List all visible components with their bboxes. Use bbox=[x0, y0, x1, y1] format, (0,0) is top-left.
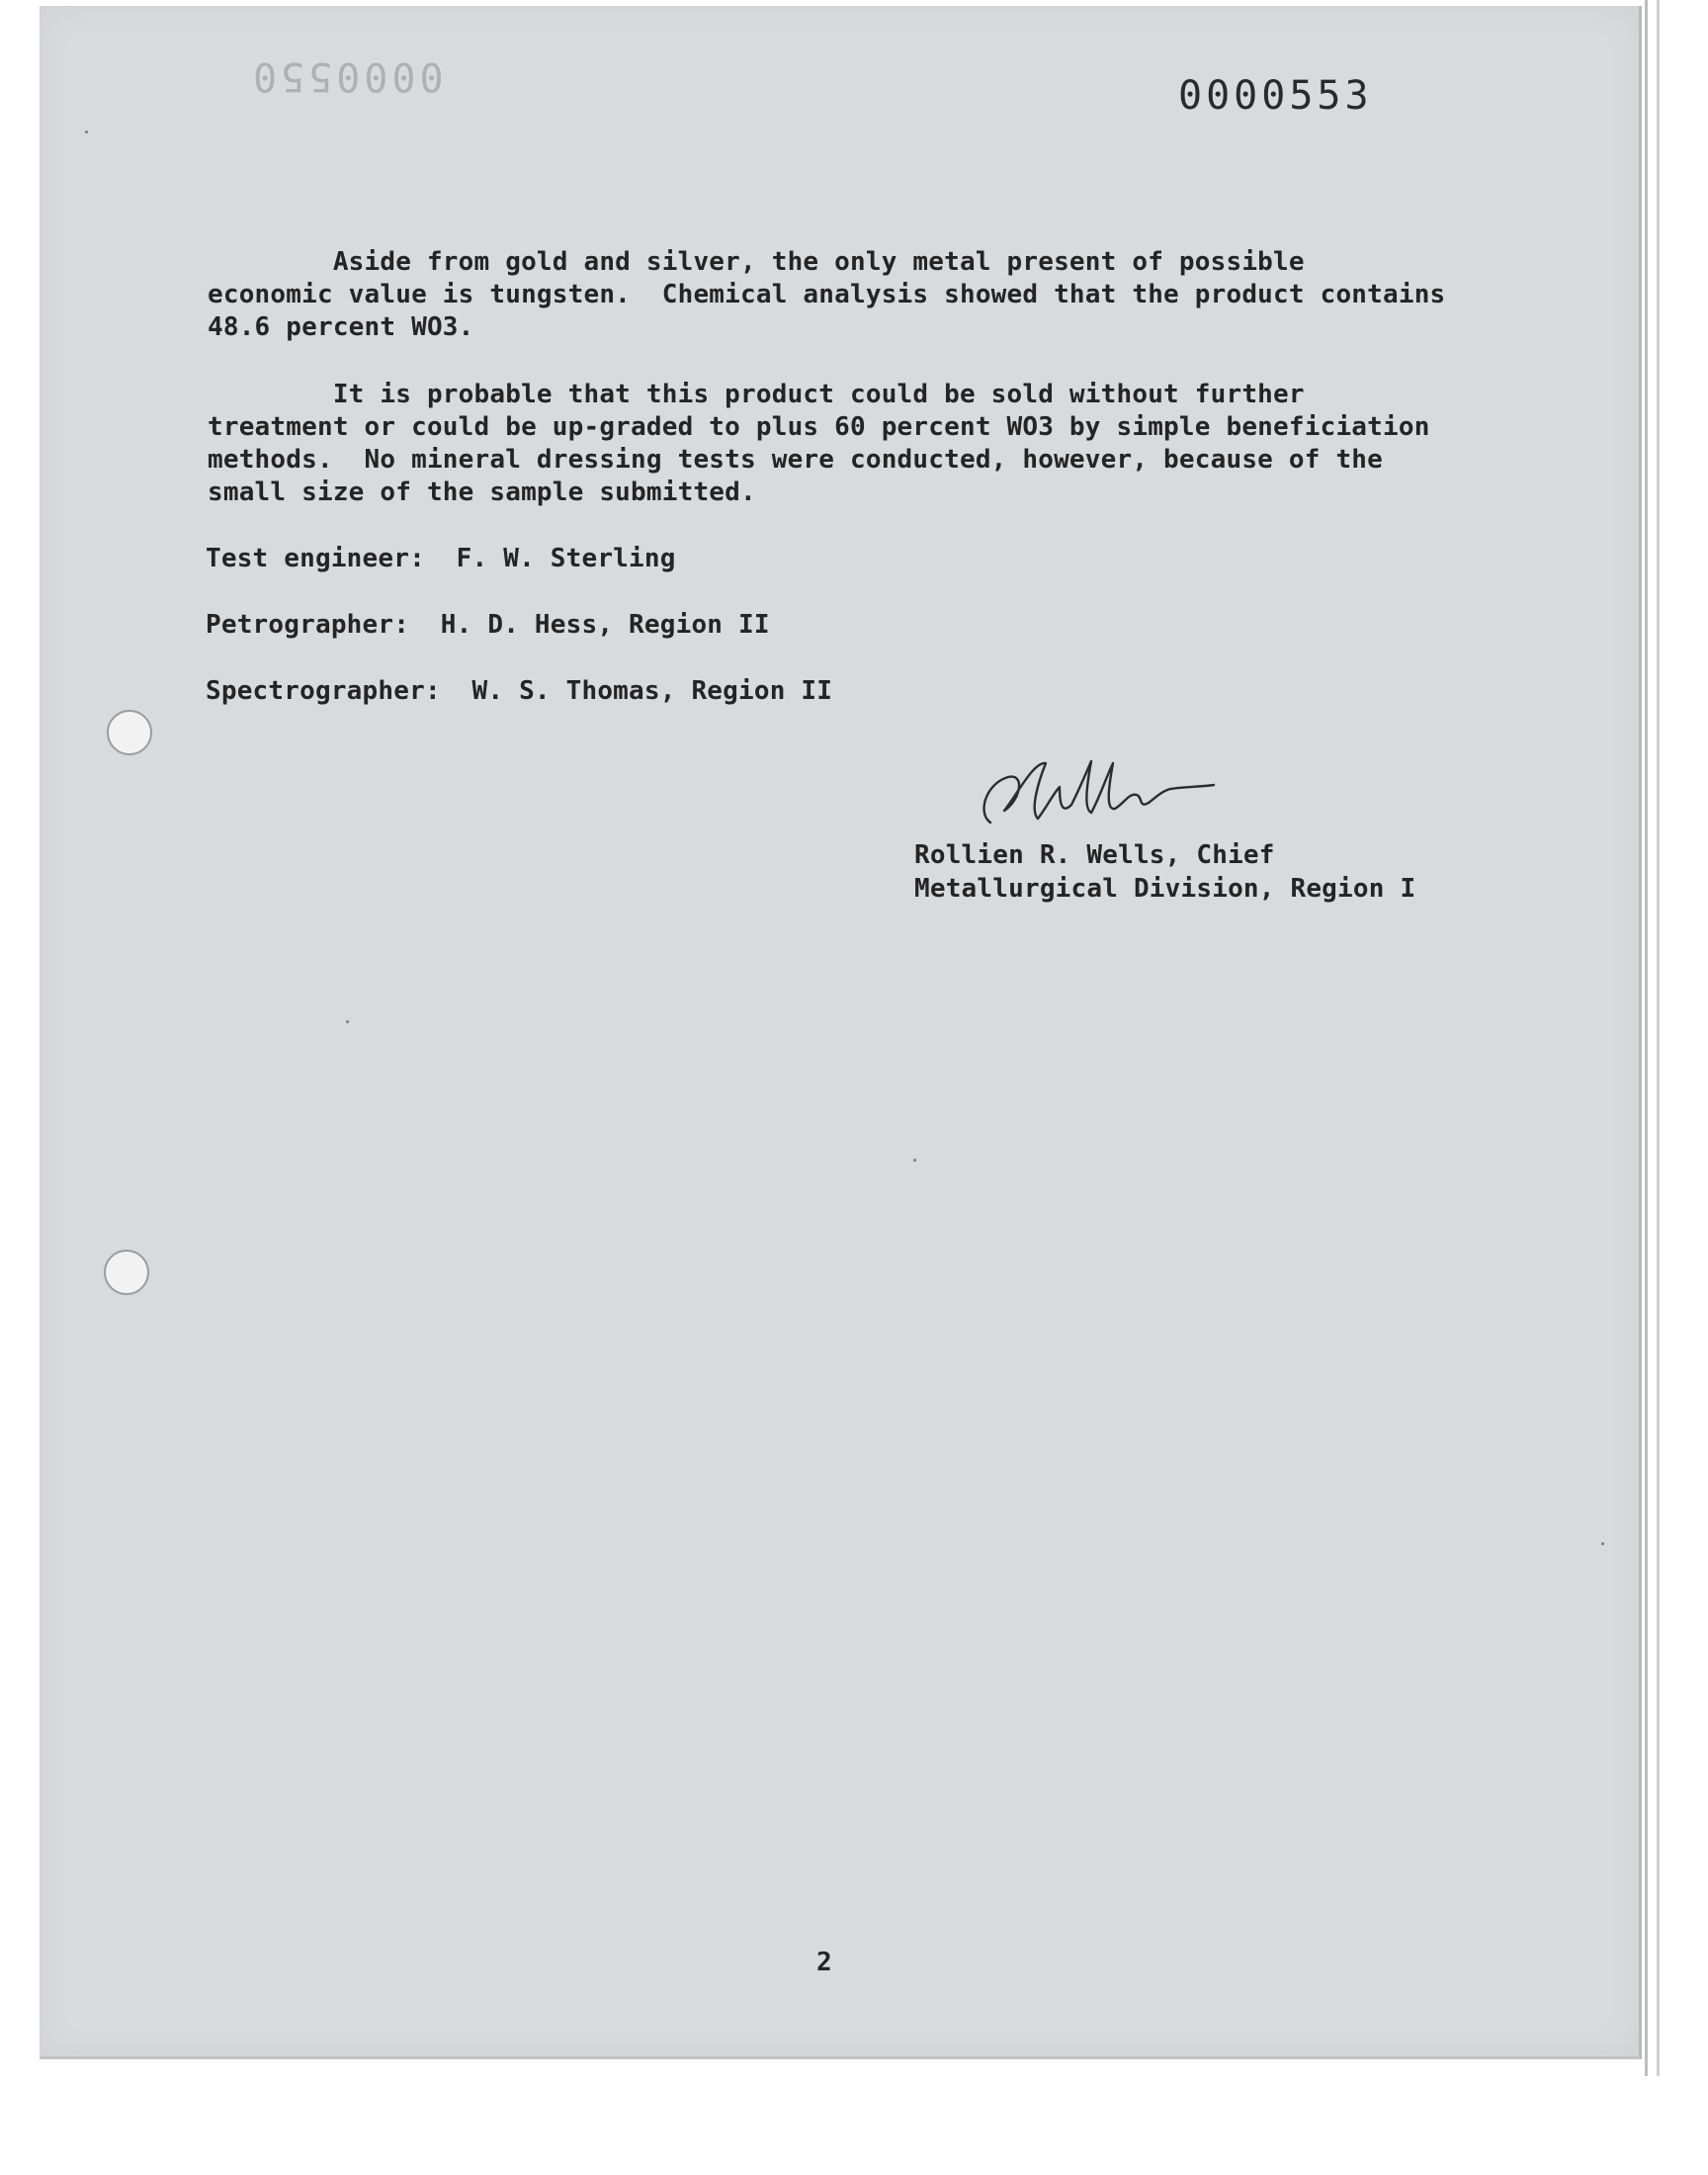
punch-hole bbox=[104, 1250, 149, 1295]
scan-speck bbox=[346, 1020, 349, 1023]
handwritten-signature bbox=[969, 753, 1216, 842]
credit-test-engineer: Test engineer: F. W. Sterling bbox=[206, 544, 676, 573]
paragraph-1-line-2: economic value is tungsten. Chemical analysis showed that the product contains bbox=[208, 280, 1446, 309]
signatory-title: Metallurgical Division, Region I bbox=[914, 874, 1416, 904]
punch-hole bbox=[107, 710, 152, 755]
paragraph-1-line-3: 48.6 percent WO3. bbox=[208, 312, 474, 342]
page-edge-line bbox=[1657, 0, 1660, 2076]
paragraph-2-line-2: treatment or could be up-graded to plus 60 percent WO3 by simple beneficiation bbox=[208, 412, 1430, 442]
document-stamp-faded: 0000550 bbox=[249, 53, 444, 99]
scan-speck bbox=[85, 130, 88, 133]
credit-petrographer: Petrographer: H. D. Hess, Region II bbox=[206, 610, 770, 640]
page-edge-line bbox=[1645, 0, 1648, 2076]
scan-speck bbox=[913, 1159, 916, 1162]
scan-speck bbox=[1601, 1542, 1604, 1545]
paragraph-2-line-1: It is probable that this product could be sold without further bbox=[208, 380, 1305, 409]
paragraph-1-line-1: Aside from gold and silver, the only metal present of possible bbox=[208, 247, 1305, 277]
signatory-name: Rollien R. Wells, Chief bbox=[914, 840, 1275, 870]
page-number: 2 bbox=[816, 1948, 832, 1977]
document-stamp-number: 0000553 bbox=[1178, 73, 1373, 119]
paragraph-2-line-3: methods. No mineral dressing tests were conducted, however, because of the bbox=[208, 445, 1383, 475]
paragraph-2-line-4: small size of the sample submitted. bbox=[208, 478, 756, 507]
credit-spectrographer: Spectrographer: W. S. Thomas, Region II bbox=[206, 676, 833, 706]
